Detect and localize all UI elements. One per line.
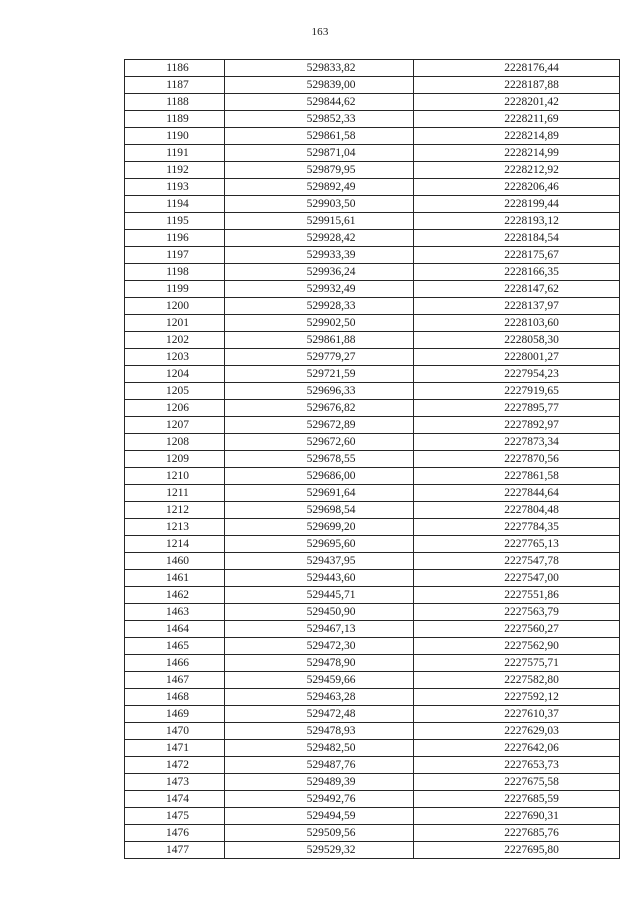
x-coordinate-cell: 529932,49 — [225, 281, 414, 298]
y-coordinate-cell: 2228211,69 — [414, 111, 620, 128]
point-number-cell: 1192 — [125, 162, 225, 179]
y-coordinate-cell: 2227547,78 — [414, 553, 620, 570]
y-coordinate-cell: 2228193,12 — [414, 213, 620, 230]
y-coordinate-cell: 2227592,12 — [414, 689, 620, 706]
coordinates-table — [124, 59, 620, 859]
x-coordinate-cell: 529489,39 — [225, 774, 414, 791]
table-row — [125, 587, 620, 604]
x-coordinate-cell: 529672,89 — [225, 417, 414, 434]
y-coordinate-cell: 2228058,30 — [414, 332, 620, 349]
x-coordinate-cell: 529879,95 — [225, 162, 414, 179]
y-coordinate-cell: 2228103,60 — [414, 315, 620, 332]
table-row — [125, 536, 620, 553]
point-number-cell: 1469 — [125, 706, 225, 723]
table-row — [125, 502, 620, 519]
x-coordinate-cell: 529861,58 — [225, 128, 414, 145]
y-coordinate-cell: 2227685,59 — [414, 791, 620, 808]
point-number-cell: 1208 — [125, 434, 225, 451]
x-coordinate-cell: 529844,62 — [225, 94, 414, 111]
table-row — [125, 825, 620, 842]
point-number-cell: 1189 — [125, 111, 225, 128]
y-coordinate-cell: 2228214,99 — [414, 145, 620, 162]
point-number-cell: 1187 — [125, 77, 225, 94]
table-row — [125, 298, 620, 315]
table-row — [125, 451, 620, 468]
table-row — [125, 655, 620, 672]
x-coordinate-cell: 529903,50 — [225, 196, 414, 213]
point-number-cell: 1202 — [125, 332, 225, 349]
point-number-cell: 1212 — [125, 502, 225, 519]
table-row — [125, 570, 620, 587]
point-number-cell: 1473 — [125, 774, 225, 791]
table-row — [125, 757, 620, 774]
table-row — [125, 247, 620, 264]
table-row — [125, 230, 620, 247]
point-number-cell: 1207 — [125, 417, 225, 434]
point-number-cell: 1198 — [125, 264, 225, 281]
table-row — [125, 77, 620, 94]
table-row — [125, 60, 620, 77]
y-coordinate-cell: 2227954,23 — [414, 366, 620, 383]
y-coordinate-cell: 2227895,77 — [414, 400, 620, 417]
point-number-cell: 1199 — [125, 281, 225, 298]
x-coordinate-cell: 529529,32 — [225, 842, 414, 859]
point-number-cell: 1213 — [125, 519, 225, 536]
point-number-cell: 1190 — [125, 128, 225, 145]
point-number-cell: 1471 — [125, 740, 225, 757]
point-number-cell: 1460 — [125, 553, 225, 570]
x-coordinate-cell: 529445,71 — [225, 587, 414, 604]
x-coordinate-cell: 529933,39 — [225, 247, 414, 264]
y-coordinate-cell: 2227685,76 — [414, 825, 620, 842]
point-number-cell: 1205 — [125, 383, 225, 400]
y-coordinate-cell: 2227765,13 — [414, 536, 620, 553]
table-row — [125, 315, 620, 332]
point-number-cell: 1188 — [125, 94, 225, 111]
y-coordinate-cell: 2228175,67 — [414, 247, 620, 264]
y-coordinate-cell: 2228199,44 — [414, 196, 620, 213]
point-number-cell: 1195 — [125, 213, 225, 230]
x-coordinate-cell: 529915,61 — [225, 213, 414, 230]
table-row — [125, 808, 620, 825]
table-row — [125, 383, 620, 400]
y-coordinate-cell: 2227873,34 — [414, 434, 620, 451]
x-coordinate-cell: 529463,28 — [225, 689, 414, 706]
x-coordinate-cell: 529695,60 — [225, 536, 414, 553]
point-number-cell: 1186 — [125, 60, 225, 77]
table-row — [125, 672, 620, 689]
table-row — [125, 128, 620, 145]
y-coordinate-cell: 2227562,90 — [414, 638, 620, 655]
y-coordinate-cell: 2228184,54 — [414, 230, 620, 247]
x-coordinate-cell: 529443,60 — [225, 570, 414, 587]
table-row — [125, 740, 620, 757]
table-row — [125, 791, 620, 808]
x-coordinate-cell: 529699,20 — [225, 519, 414, 536]
point-number-cell: 1210 — [125, 468, 225, 485]
table-row — [125, 553, 620, 570]
y-coordinate-cell: 2227844,64 — [414, 485, 620, 502]
table-row — [125, 332, 620, 349]
table-row — [125, 638, 620, 655]
x-coordinate-cell: 529902,50 — [225, 315, 414, 332]
table-row — [125, 468, 620, 485]
table-row — [125, 434, 620, 451]
y-coordinate-cell: 2227610,37 — [414, 706, 620, 723]
y-coordinate-cell: 2227653,73 — [414, 757, 620, 774]
x-coordinate-cell: 529892,49 — [225, 179, 414, 196]
x-coordinate-cell: 529698,54 — [225, 502, 414, 519]
x-coordinate-cell: 529478,93 — [225, 723, 414, 740]
table-row — [125, 111, 620, 128]
table-row — [125, 485, 620, 502]
y-coordinate-cell: 2227560,27 — [414, 621, 620, 638]
y-coordinate-cell: 2227892,97 — [414, 417, 620, 434]
x-coordinate-cell: 529437,95 — [225, 553, 414, 570]
point-number-cell: 1211 — [125, 485, 225, 502]
y-coordinate-cell: 2228187,88 — [414, 77, 620, 94]
table-row — [125, 621, 620, 638]
y-coordinate-cell: 2228176,44 — [414, 60, 620, 77]
table-row — [125, 519, 620, 536]
point-number-cell: 1465 — [125, 638, 225, 655]
x-coordinate-cell: 529472,30 — [225, 638, 414, 655]
point-number-cell: 1194 — [125, 196, 225, 213]
x-coordinate-cell: 529833,82 — [225, 60, 414, 77]
table-row — [125, 774, 620, 791]
point-number-cell: 1204 — [125, 366, 225, 383]
x-coordinate-cell: 529852,33 — [225, 111, 414, 128]
y-coordinate-cell: 2228212,92 — [414, 162, 620, 179]
y-coordinate-cell: 2227547,00 — [414, 570, 620, 587]
point-number-cell: 1475 — [125, 808, 225, 825]
x-coordinate-cell: 529696,33 — [225, 383, 414, 400]
y-coordinate-cell: 2228214,89 — [414, 128, 620, 145]
x-coordinate-cell: 529686,00 — [225, 468, 414, 485]
x-coordinate-cell: 529936,24 — [225, 264, 414, 281]
y-coordinate-cell: 2227870,56 — [414, 451, 620, 468]
y-coordinate-cell: 2227861,58 — [414, 468, 620, 485]
table-row — [125, 94, 620, 111]
point-number-cell: 1209 — [125, 451, 225, 468]
table-row — [125, 604, 620, 621]
x-coordinate-cell: 529676,82 — [225, 400, 414, 417]
y-coordinate-cell: 2227575,71 — [414, 655, 620, 672]
table-row — [125, 213, 620, 230]
y-coordinate-cell: 2227675,58 — [414, 774, 620, 791]
y-coordinate-cell: 2227582,80 — [414, 672, 620, 689]
x-coordinate-cell: 529672,60 — [225, 434, 414, 451]
point-number-cell: 1191 — [125, 145, 225, 162]
x-coordinate-cell: 529487,76 — [225, 757, 414, 774]
table-row — [125, 196, 620, 213]
point-number-cell: 1477 — [125, 842, 225, 859]
x-coordinate-cell: 529459,66 — [225, 672, 414, 689]
x-coordinate-cell: 529861,88 — [225, 332, 414, 349]
point-number-cell: 1474 — [125, 791, 225, 808]
x-coordinate-cell: 529678,55 — [225, 451, 414, 468]
x-coordinate-cell: 529467,13 — [225, 621, 414, 638]
table-row — [125, 723, 620, 740]
table-row — [125, 842, 620, 859]
y-coordinate-cell: 2228137,97 — [414, 298, 620, 315]
y-coordinate-cell: 2228147,62 — [414, 281, 620, 298]
y-coordinate-cell: 2228166,35 — [414, 264, 620, 281]
y-coordinate-cell: 2227629,03 — [414, 723, 620, 740]
point-number-cell: 1193 — [125, 179, 225, 196]
point-number-cell: 1203 — [125, 349, 225, 366]
y-coordinate-cell: 2227551,86 — [414, 587, 620, 604]
table-row — [125, 145, 620, 162]
x-coordinate-cell: 529509,56 — [225, 825, 414, 842]
table-row — [125, 400, 620, 417]
x-coordinate-cell: 529691,64 — [225, 485, 414, 502]
table-row — [125, 417, 620, 434]
x-coordinate-cell: 529839,00 — [225, 77, 414, 94]
x-coordinate-cell: 529928,42 — [225, 230, 414, 247]
point-number-cell: 1214 — [125, 536, 225, 553]
x-coordinate-cell: 529494,59 — [225, 808, 414, 825]
point-number-cell: 1464 — [125, 621, 225, 638]
y-coordinate-cell: 2228201,42 — [414, 94, 620, 111]
x-coordinate-cell: 529450,90 — [225, 604, 414, 621]
x-coordinate-cell: 529482,50 — [225, 740, 414, 757]
point-number-cell: 1468 — [125, 689, 225, 706]
point-number-cell: 1201 — [125, 315, 225, 332]
y-coordinate-cell: 2227784,35 — [414, 519, 620, 536]
y-coordinate-cell: 2228206,46 — [414, 179, 620, 196]
point-number-cell: 1196 — [125, 230, 225, 247]
x-coordinate-cell: 529492,76 — [225, 791, 414, 808]
point-number-cell: 1197 — [125, 247, 225, 264]
y-coordinate-cell: 2228001,27 — [414, 349, 620, 366]
x-coordinate-cell: 529721,59 — [225, 366, 414, 383]
point-number-cell: 1206 — [125, 400, 225, 417]
point-number-cell: 1470 — [125, 723, 225, 740]
point-number-cell: 1472 — [125, 757, 225, 774]
table-row — [125, 264, 620, 281]
point-number-cell: 1466 — [125, 655, 225, 672]
x-coordinate-cell: 529779,27 — [225, 349, 414, 366]
point-number-cell: 1461 — [125, 570, 225, 587]
y-coordinate-cell: 2227642,06 — [414, 740, 620, 757]
table-row — [125, 689, 620, 706]
x-coordinate-cell: 529472,48 — [225, 706, 414, 723]
x-coordinate-cell: 529871,04 — [225, 145, 414, 162]
y-coordinate-cell: 2227919,65 — [414, 383, 620, 400]
y-coordinate-cell: 2227695,80 — [414, 842, 620, 859]
point-number-cell: 1462 — [125, 587, 225, 604]
table-row — [125, 366, 620, 383]
y-coordinate-cell: 2227690,31 — [414, 808, 620, 825]
point-number-cell: 1476 — [125, 825, 225, 842]
point-number-cell: 1200 — [125, 298, 225, 315]
y-coordinate-cell: 2227804,48 — [414, 502, 620, 519]
point-number-cell: 1463 — [125, 604, 225, 621]
table-row — [125, 162, 620, 179]
coordinates-table-body — [125, 60, 620, 859]
x-coordinate-cell: 529928,33 — [225, 298, 414, 315]
table-row — [125, 706, 620, 723]
point-number-cell: 1467 — [125, 672, 225, 689]
table-row — [125, 349, 620, 366]
table-row — [125, 179, 620, 196]
page-number: 163 — [311, 26, 329, 38]
table-row — [125, 281, 620, 298]
y-coordinate-cell: 2227563,79 — [414, 604, 620, 621]
x-coordinate-cell: 529478,90 — [225, 655, 414, 672]
